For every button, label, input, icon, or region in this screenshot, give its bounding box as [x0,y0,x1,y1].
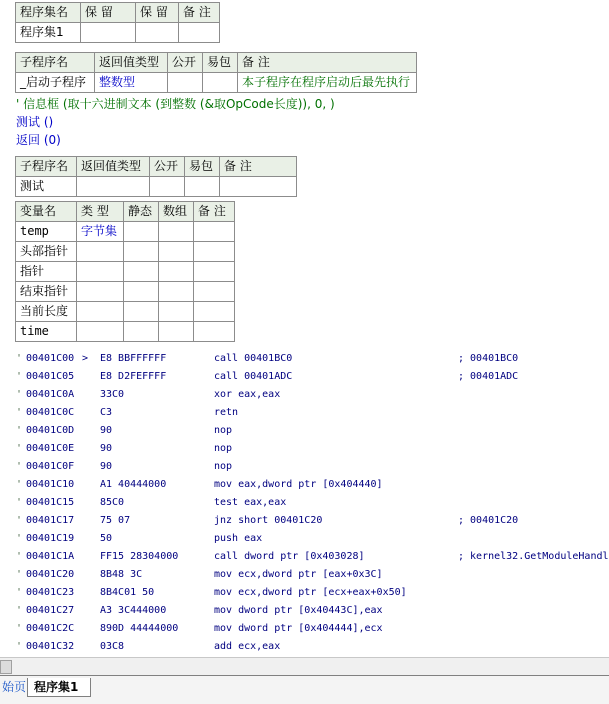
horizontal-scrollbar[interactable] [0,657,609,675]
tab-start-page[interactable]: 始页 [0,678,33,696]
table-cell[interactable] [179,23,220,43]
header-cell: 类 型 [77,202,124,222]
variable-static-cell[interactable] [124,262,159,282]
variable-array-cell[interactable] [159,242,194,262]
return-type-cell[interactable]: 整数型 [95,73,168,93]
variable-remark-cell[interactable] [194,302,235,322]
asm-address: 00401C10 [26,479,75,490]
asm-address: 00401C1A [26,551,75,562]
asm-address: 00401C20 [26,569,75,580]
asm-line[interactable] [16,476,609,494]
code-line-comment[interactable]: ' 信息框 (取十六进制文本 (到整数 (&取OpCode长度)), 0, ) [16,97,335,111]
variable-row[interactable] [16,322,235,342]
asm-bytes: E8 D2FEFFFF [100,371,167,382]
subroutine-table-row[interactable] [16,73,417,93]
assembly-table-row[interactable] [16,23,220,43]
header-cell: 子程序名 [16,53,95,73]
return-type-cell[interactable] [77,177,150,197]
variable-type-cell[interactable] [77,242,124,262]
variable-remark-cell[interactable] [194,262,235,282]
asm-instruction: call 00401BC0 [214,353,293,364]
asm-address: 00401C00 [26,353,75,364]
variable-static-cell[interactable] [124,222,159,242]
asm-instruction: xor eax,eax [214,389,281,400]
asm-bytes: C3 [100,407,113,418]
asm-address: 00401C0F [26,461,75,472]
header-cell: 数组 [159,202,194,222]
comment-tick: ' [16,443,23,454]
subroutine-table-startup [15,52,417,93]
comment-tick: ' [16,623,23,634]
assembly-table-header [16,3,220,23]
header-cell: 保 留 [81,3,136,23]
variable-array-cell[interactable] [159,322,194,342]
asm-address: 00401C0D [26,425,75,436]
comment-tick: ' [16,425,23,436]
header-cell: 公开 [150,157,185,177]
variable-type-cell[interactable]: 字节集 [77,222,124,242]
variable-static-cell[interactable] [124,322,159,342]
asm-instruction: push eax [214,533,263,544]
asm-instruction: nop [214,425,233,436]
variable-type-cell[interactable] [77,322,124,342]
header-cell: 返回值类型 [95,53,168,73]
asm-line[interactable] [16,548,609,566]
comment-tick: ' [16,587,23,598]
asm-arrow: > [82,353,89,364]
asm-comment: ; 00401BC0 [458,353,519,364]
asm-comment: ; 00401ADC [458,371,519,382]
variable-name-cell[interactable]: temp [16,222,77,242]
asm-instruction: test eax,eax [214,497,287,508]
comment-tick: ' [16,479,23,490]
subroutine-name-cell[interactable]: _启动子程序 [16,73,95,93]
variable-array-cell[interactable] [159,222,194,242]
comment-tick: ' [16,461,23,472]
asm-instruction: mov ecx,dword ptr [ecx+eax+0x50] [214,587,407,598]
asm-line[interactable] [16,638,609,656]
variable-row[interactable] [16,262,235,282]
variable-static-cell[interactable] [124,282,159,302]
table-cell[interactable]: 程序集1 [16,23,81,43]
asm-line[interactable] [16,530,609,548]
easy-package-cell[interactable] [203,73,238,93]
asm-bytes: 50 [100,533,113,544]
variable-name-cell[interactable]: 指针 [16,262,77,282]
asm-instruction: nop [214,461,233,472]
asm-line[interactable] [16,368,609,386]
variable-name-cell[interactable]: 当前长度 [16,302,77,322]
asm-bytes: 33C0 [100,389,125,400]
variable-remark-cell[interactable] [194,222,235,242]
comment-tick: ' [16,569,23,580]
header-cell: 备 注 [220,157,297,177]
asm-bytes: 8B4C01 50 [100,587,155,598]
asm-line[interactable] [16,602,609,620]
comment-tick: ' [16,407,23,418]
comment-tick: ' [16,641,23,652]
comment-tick: ' [16,497,23,508]
variable-array-cell[interactable] [159,282,194,302]
subroutine-table-row[interactable] [16,177,297,197]
header-cell: 备 注 [238,53,417,73]
asm-line[interactable] [16,512,609,530]
asm-bytes: 03C8 [100,641,125,652]
variable-name-cell[interactable]: 结束指针 [16,282,77,302]
variable-row[interactable] [16,242,235,262]
header-cell: 备 注 [179,3,220,23]
asm-bytes: 890D 44444000 [100,623,179,634]
asm-address: 00401C19 [26,533,75,544]
asm-bytes: 90 [100,443,113,454]
asm-comment: ; 00401C20 [458,515,519,526]
asm-instruction: mov eax,dword ptr [0x404440] [214,479,383,490]
scrollbar-thumb[interactable] [0,660,12,674]
asm-instruction: add ecx,eax [214,641,281,652]
code-line-return[interactable]: 返回 (0) [16,133,61,147]
variable-type-cell[interactable] [77,282,124,302]
asm-bytes: E8 BBFFFFFF [100,353,167,364]
subroutine-table-test [15,156,297,197]
asm-bytes: A1 40444000 [100,479,167,490]
asm-line[interactable] [16,494,609,512]
comment-tick: ' [16,605,23,616]
asm-address: 00401C23 [26,587,75,598]
asm-bytes: FF15 28304000 [100,551,179,562]
asm-line[interactable] [16,386,609,404]
header-cell: 子程序名 [16,157,77,177]
asm-instruction: nop [214,443,233,454]
asm-bytes: 90 [100,461,113,472]
header-cell: 程序集名 [16,3,81,23]
variables-table [15,201,235,342]
variables-table-header [16,202,235,222]
asm-line[interactable] [16,458,609,476]
asm-address: 00401C15 [26,497,75,508]
asm-address: 00401C17 [26,515,75,526]
variable-remark-cell[interactable] [194,282,235,302]
asm-bytes: 90 [100,425,113,436]
comment-tick: ' [16,551,23,562]
asm-instruction: mov dword ptr [0x404444],ecx [214,623,383,634]
variable-static-cell[interactable] [124,302,159,322]
asm-bytes: 75 07 [100,515,131,526]
asm-line[interactable] [16,584,609,602]
comment-tick: ' [16,533,23,544]
asm-line[interactable] [16,620,609,638]
header-cell: 易包 [203,53,238,73]
asm-address: 00401C0C [26,407,75,418]
asm-address: 00401C32 [26,641,75,652]
variable-array-cell[interactable] [159,302,194,322]
asm-instruction: mov ecx,dword ptr [eax+0x3C] [214,569,383,580]
asm-bytes: 85C0 [100,497,125,508]
variable-row[interactable] [16,282,235,302]
tab-assembly-1[interactable]: 程序集1 [27,678,91,697]
code-line-call[interactable]: 测试 () [16,115,54,129]
variable-array-cell[interactable] [159,262,194,282]
remark-cell[interactable]: 本子程序在程序启动后最先执行 [238,73,417,93]
table-cell[interactable] [136,23,179,43]
easy-package-cell[interactable] [185,177,220,197]
variable-remark-cell[interactable] [194,242,235,262]
subroutine-table-header [16,157,297,177]
asm-line[interactable] [16,566,609,584]
variable-type-cell[interactable] [77,302,124,322]
asm-address: 00401C0E [26,443,75,454]
asm-line[interactable] [16,440,609,458]
asm-instruction: retn [214,407,239,418]
asm-comment: ; kernel32.GetModuleHandl [458,551,609,562]
asm-address: 00401C27 [26,605,75,616]
asm-instruction: call 00401ADC [214,371,293,382]
variable-remark-cell[interactable] [194,322,235,342]
variable-static-cell[interactable] [124,242,159,262]
asm-instruction: jnz short 00401C20 [214,515,323,526]
header-cell: 返回值类型 [77,157,150,177]
variable-type-cell[interactable] [77,262,124,282]
subroutine-name-cell[interactable]: 测试 [16,177,77,197]
assembly-table [15,2,220,43]
variable-row[interactable] [16,222,235,242]
asm-address: 00401C2C [26,623,75,634]
comment-tick: ' [16,515,23,526]
public-cell[interactable] [150,177,185,197]
header-cell: 公开 [168,53,203,73]
header-cell: 静态 [124,202,159,222]
header-cell: 易包 [185,157,220,177]
subroutine-table-header [16,53,417,73]
asm-bytes: 8B48 3C [100,569,143,580]
variable-name-cell[interactable]: time [16,322,77,342]
public-cell[interactable] [168,73,203,93]
header-cell: 备 注 [194,202,235,222]
asm-instruction: mov dword ptr [0x40443C],eax [214,605,383,616]
comment-tick: ' [16,353,23,364]
header-cell: 变量名 [16,202,77,222]
remark-cell[interactable] [220,177,297,197]
comment-tick: ' [16,371,23,382]
asm-line[interactable] [16,422,609,440]
header-cell: 保 留 [136,3,179,23]
variable-row[interactable] [16,302,235,322]
asm-bytes: A3 3C444000 [100,605,167,616]
tab-bar [0,675,609,704]
table-cell[interactable] [81,23,136,43]
variable-name-cell[interactable]: 头部指针 [16,242,77,262]
asm-line[interactable] [16,350,609,368]
asm-line[interactable] [16,404,609,422]
asm-instruction: call dword ptr [0x403028] [214,551,365,562]
asm-address: 00401C0A [26,389,75,400]
asm-address: 00401C05 [26,371,75,382]
comment-tick: ' [16,389,23,400]
